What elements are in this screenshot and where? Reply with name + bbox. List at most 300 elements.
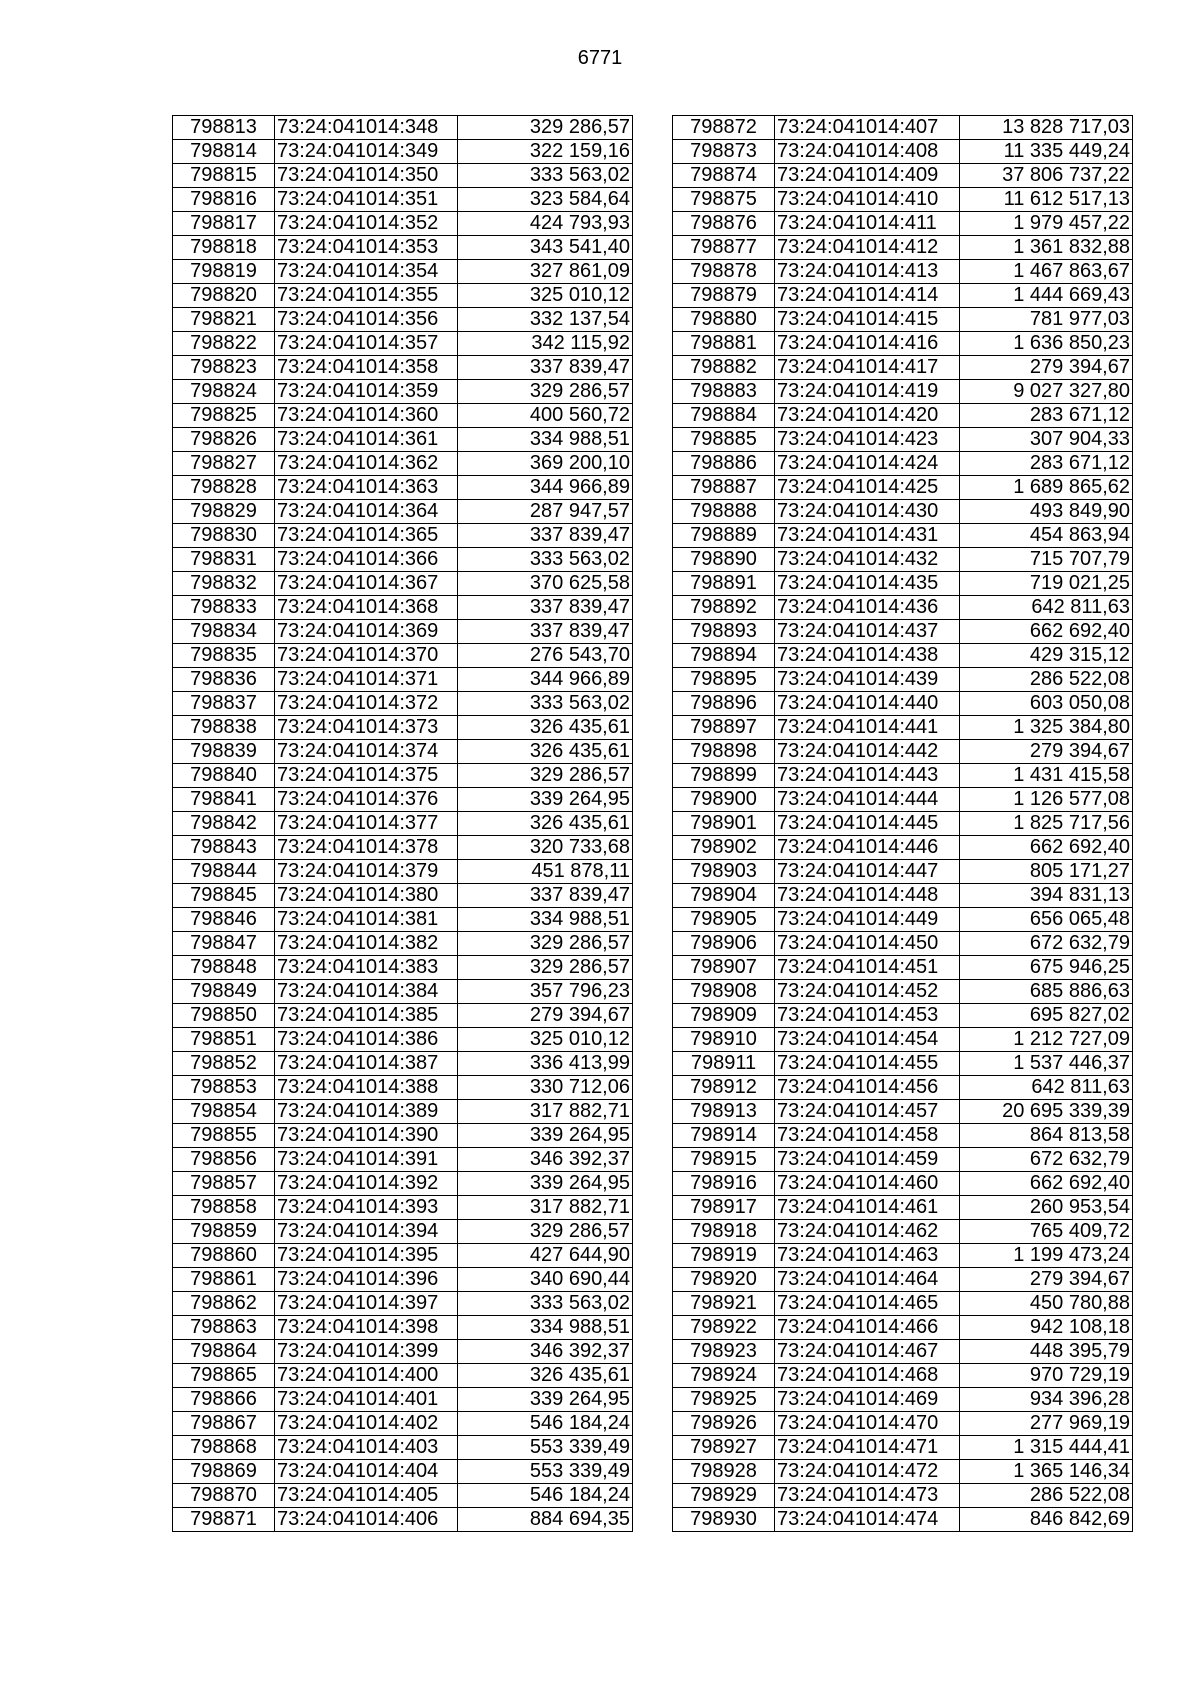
cadastral-number-cell: 73:24:041014:471 (775, 1436, 960, 1460)
table-row (673, 1028, 1133, 1052)
table-row (173, 860, 633, 884)
cadastral-value-cell: 427 644,90 (458, 1244, 633, 1268)
record-number-cell: 798923 (673, 1340, 775, 1364)
cadastral-value-cell: 326 435,61 (458, 740, 633, 764)
table-row (173, 188, 633, 212)
record-number-cell: 798927 (673, 1436, 775, 1460)
table-row (673, 1268, 1133, 1292)
record-number-cell: 798869 (173, 1460, 275, 1484)
cadastral-value-cell: 695 827,02 (960, 1004, 1133, 1028)
record-number-cell: 798875 (673, 188, 775, 212)
cadastral-number-cell: 73:24:041014:396 (275, 1268, 458, 1292)
cadastral-value-cell: 493 849,90 (960, 500, 1133, 524)
cadastral-number-cell: 73:24:041014:378 (275, 836, 458, 860)
table-row (173, 1292, 633, 1316)
cadastral-number-cell: 73:24:041014:371 (275, 668, 458, 692)
table-row (673, 1220, 1133, 1244)
cadastral-number-cell: 73:24:041014:403 (275, 1436, 458, 1460)
table-row (673, 980, 1133, 1004)
cadastral-number-cell: 73:24:041014:432 (775, 548, 960, 572)
cadastral-value-cell: 329 286,57 (458, 380, 633, 404)
cadastral-value-cell: 333 563,02 (458, 1292, 633, 1316)
record-number-cell: 798921 (673, 1292, 775, 1316)
cadastral-number-cell: 73:24:041014:362 (275, 452, 458, 476)
cadastral-number-cell: 73:24:041014:430 (775, 500, 960, 524)
cadastral-value-cell: 884 694,35 (458, 1508, 633, 1532)
record-number-cell: 798881 (673, 332, 775, 356)
cadastral-value-cell: 344 966,89 (458, 476, 633, 500)
table-row (173, 812, 633, 836)
cadastral-number-cell: 73:24:041014:469 (775, 1388, 960, 1412)
record-number-cell: 798824 (173, 380, 275, 404)
table-row (673, 1412, 1133, 1436)
table-row (173, 764, 633, 788)
record-number-cell: 798820 (173, 284, 275, 308)
table-row (673, 1052, 1133, 1076)
record-number-cell: 798842 (173, 812, 275, 836)
cadastral-value-cell: 323 584,64 (458, 188, 633, 212)
record-number-cell: 798888 (673, 500, 775, 524)
record-number-cell: 798839 (173, 740, 275, 764)
table-row (673, 1292, 1133, 1316)
cadastral-number-cell: 73:24:041014:459 (775, 1148, 960, 1172)
cadastral-value-cell: 942 108,18 (960, 1316, 1133, 1340)
record-number-cell: 798847 (173, 932, 275, 956)
record-number-cell: 798904 (673, 884, 775, 908)
table-row (673, 1508, 1133, 1532)
cadastral-value-cell: 553 339,49 (458, 1436, 633, 1460)
record-number-cell: 798900 (673, 788, 775, 812)
table-row (673, 260, 1133, 284)
table-row (673, 884, 1133, 908)
cadastral-value-cell: 1 431 415,58 (960, 764, 1133, 788)
record-number-cell: 798840 (173, 764, 275, 788)
record-number-cell: 798907 (673, 956, 775, 980)
cadastral-value-cell: 662 692,40 (960, 1172, 1133, 1196)
record-number-cell: 798885 (673, 428, 775, 452)
cadastral-number-cell: 73:24:041014:456 (775, 1076, 960, 1100)
record-number-cell: 798913 (673, 1100, 775, 1124)
cadastral-value-cell: 329 286,57 (458, 116, 633, 140)
record-number-cell: 798845 (173, 884, 275, 908)
record-number-cell: 798830 (173, 524, 275, 548)
cadastral-value-cell: 672 632,79 (960, 1148, 1133, 1172)
cadastral-value-cell: 339 264,95 (458, 1124, 633, 1148)
table-row (673, 284, 1133, 308)
table-row (673, 1340, 1133, 1364)
record-number-cell: 798815 (173, 164, 275, 188)
cadastral-value-cell: 329 286,57 (458, 956, 633, 980)
cadastral-value-cell: 334 988,51 (458, 1316, 633, 1340)
record-number-cell: 798887 (673, 476, 775, 500)
record-number-cell: 798821 (173, 308, 275, 332)
cadastral-number-cell: 73:24:041014:406 (275, 1508, 458, 1532)
cadastral-value-cell: 322 159,16 (458, 140, 633, 164)
record-number-cell: 798928 (673, 1460, 775, 1484)
cadastral-number-cell: 73:24:041014:463 (775, 1244, 960, 1268)
table-row (673, 1460, 1133, 1484)
cadastral-number-cell: 73:24:041014:360 (275, 404, 458, 428)
cadastral-value-cell: 37 806 737,22 (960, 164, 1133, 188)
cadastral-number-cell: 73:24:041014:457 (775, 1100, 960, 1124)
record-number-cell: 798908 (673, 980, 775, 1004)
cadastral-number-cell: 73:24:041014:353 (275, 236, 458, 260)
table-row (173, 1436, 633, 1460)
cadastral-value-cell: 1 315 444,41 (960, 1436, 1133, 1460)
cadastral-number-cell: 73:24:041014:437 (775, 620, 960, 644)
cadastral-value-cell: 342 115,92 (458, 332, 633, 356)
cadastral-number-cell: 73:24:041014:419 (775, 380, 960, 404)
table-row (173, 1172, 633, 1196)
table-row (673, 164, 1133, 188)
record-number-cell: 798857 (173, 1172, 275, 1196)
cadastral-value-cell: 715 707,79 (960, 548, 1133, 572)
table-row (673, 188, 1133, 212)
record-number-cell: 798816 (173, 188, 275, 212)
record-number-cell: 798852 (173, 1052, 275, 1076)
cadastral-value-cell: 346 392,37 (458, 1148, 633, 1172)
record-number-cell: 798905 (673, 908, 775, 932)
cadastral-value-cell: 369 200,10 (458, 452, 633, 476)
table-row (173, 1364, 633, 1388)
table-row (173, 1316, 633, 1340)
record-number-cell: 798912 (673, 1076, 775, 1100)
cadastral-number-cell: 73:24:041014:414 (775, 284, 960, 308)
cadastral-number-cell: 73:24:041014:386 (275, 1028, 458, 1052)
cadastral-number-cell: 73:24:041014:410 (775, 188, 960, 212)
record-number-cell: 798853 (173, 1076, 275, 1100)
table-row (673, 1196, 1133, 1220)
cadastral-value-cell: 1 126 577,08 (960, 788, 1133, 812)
cadastral-number-cell: 73:24:041014:382 (275, 932, 458, 956)
table-row (173, 788, 633, 812)
record-number-cell: 798926 (673, 1412, 775, 1436)
record-number-cell: 798826 (173, 428, 275, 452)
record-number-cell: 798866 (173, 1388, 275, 1412)
record-number-cell: 798833 (173, 596, 275, 620)
cadastral-number-cell: 73:24:041014:439 (775, 668, 960, 692)
record-number-cell: 798897 (673, 716, 775, 740)
cadastral-value-cell: 320 733,68 (458, 836, 633, 860)
cadastral-number-cell: 73:24:041014:351 (275, 188, 458, 212)
cadastral-number-cell: 73:24:041014:446 (775, 836, 960, 860)
table-row (673, 356, 1133, 380)
cadastral-value-cell: 846 842,69 (960, 1508, 1133, 1532)
record-number-cell: 798862 (173, 1292, 275, 1316)
table-row (173, 716, 633, 740)
table-row (673, 1148, 1133, 1172)
cadastral-value-cell: 330 712,06 (458, 1076, 633, 1100)
cadastral-number-cell: 73:24:041014:390 (275, 1124, 458, 1148)
table-row (173, 524, 633, 548)
record-number-cell: 798832 (173, 572, 275, 596)
record-number-cell: 798903 (673, 860, 775, 884)
record-number-cell: 798844 (173, 860, 275, 884)
cadastral-value-cell: 429 315,12 (960, 644, 1133, 668)
record-number-cell: 798915 (673, 1148, 775, 1172)
table-row (673, 836, 1133, 860)
cadastral-number-cell: 73:24:041014:444 (775, 788, 960, 812)
cadastral-value-cell: 642 811,63 (960, 596, 1133, 620)
cadastral-value-cell: 333 563,02 (458, 548, 633, 572)
cadastral-number-cell: 73:24:041014:388 (275, 1076, 458, 1100)
cadastral-number-cell: 73:24:041014:359 (275, 380, 458, 404)
table-row (173, 1412, 633, 1436)
cadastral-value-cell: 336 413,99 (458, 1052, 633, 1076)
cadastral-value-cell: 1 467 863,67 (960, 260, 1133, 284)
cadastral-number-cell: 73:24:041014:395 (275, 1244, 458, 1268)
cadastral-number-cell: 73:24:041014:442 (775, 740, 960, 764)
cadastral-number-cell: 73:24:041014:363 (275, 476, 458, 500)
cadastral-number-cell: 73:24:041014:448 (775, 884, 960, 908)
cadastral-number-cell: 73:24:041014:405 (275, 1484, 458, 1508)
table-row (673, 404, 1133, 428)
record-number-cell: 798817 (173, 212, 275, 236)
record-number-cell: 798894 (673, 644, 775, 668)
cadastral-value-cell: 329 286,57 (458, 932, 633, 956)
cadastral-number-cell: 73:24:041014:451 (775, 956, 960, 980)
cadastral-number-cell: 73:24:041014:364 (275, 500, 458, 524)
cadastral-value-cell: 424 793,93 (458, 212, 633, 236)
cadastral-number-cell: 73:24:041014:470 (775, 1412, 960, 1436)
cadastral-value-cell: 546 184,24 (458, 1412, 633, 1436)
cadastral-number-cell: 73:24:041014:397 (275, 1292, 458, 1316)
cadastral-value-cell: 327 861,09 (458, 260, 633, 284)
cadastral-number-cell: 73:24:041014:425 (775, 476, 960, 500)
table-row (173, 1508, 633, 1532)
left-table-body (173, 116, 633, 1532)
cadastral-value-cell: 337 839,47 (458, 356, 633, 380)
table-row (673, 644, 1133, 668)
record-number-cell: 798856 (173, 1148, 275, 1172)
record-number-cell: 798870 (173, 1484, 275, 1508)
table-row (173, 956, 633, 980)
table-row (173, 1340, 633, 1364)
cadastral-value-cell: 370 625,58 (458, 572, 633, 596)
cadastral-number-cell: 73:24:041014:392 (275, 1172, 458, 1196)
table-row (673, 620, 1133, 644)
cadastral-number-cell: 73:24:041014:367 (275, 572, 458, 596)
cadastral-value-cell: 283 671,12 (960, 404, 1133, 428)
cadastral-value-cell: 337 839,47 (458, 884, 633, 908)
cadastral-number-cell: 73:24:041014:435 (775, 572, 960, 596)
table-row (173, 644, 633, 668)
record-number-cell: 798877 (673, 236, 775, 260)
cadastral-value-cell: 1 212 727,09 (960, 1028, 1133, 1052)
cadastral-number-cell: 73:24:041014:417 (775, 356, 960, 380)
cadastral-number-cell: 73:24:041014:413 (775, 260, 960, 284)
record-number-cell: 798846 (173, 908, 275, 932)
cadastral-number-cell: 73:24:041014:370 (275, 644, 458, 668)
cadastral-number-cell: 73:24:041014:368 (275, 596, 458, 620)
record-number-cell: 798914 (673, 1124, 775, 1148)
record-number-cell: 798892 (673, 596, 775, 620)
table-row (173, 380, 633, 404)
cadastral-number-cell: 73:24:041014:352 (275, 212, 458, 236)
table-row (173, 1076, 633, 1100)
cadastral-value-cell: 279 394,67 (960, 740, 1133, 764)
record-number-cell: 798873 (673, 140, 775, 164)
cadastral-value-cell: 279 394,67 (960, 1268, 1133, 1292)
cadastral-value-cell: 1 689 865,62 (960, 476, 1133, 500)
table-row (673, 236, 1133, 260)
left-register-table (172, 115, 633, 1532)
cadastral-value-cell: 329 286,57 (458, 1220, 633, 1244)
cadastral-number-cell: 73:24:041014:383 (275, 956, 458, 980)
table-row (173, 284, 633, 308)
cadastral-value-cell: 685 886,63 (960, 980, 1133, 1004)
cadastral-number-cell: 73:24:041014:455 (775, 1052, 960, 1076)
cadastral-number-cell: 73:24:041014:472 (775, 1460, 960, 1484)
cadastral-number-cell: 73:24:041014:361 (275, 428, 458, 452)
cadastral-value-cell: 325 010,12 (458, 1028, 633, 1052)
record-number-cell: 798850 (173, 1004, 275, 1028)
record-number-cell: 798829 (173, 500, 275, 524)
cadastral-number-cell: 73:24:041014:374 (275, 740, 458, 764)
cadastral-value-cell: 286 522,08 (960, 1484, 1133, 1508)
record-number-cell: 798874 (673, 164, 775, 188)
cadastral-number-cell: 73:24:041014:372 (275, 692, 458, 716)
table-row (673, 308, 1133, 332)
cadastral-value-cell: 337 839,47 (458, 596, 633, 620)
record-number-cell: 798861 (173, 1268, 275, 1292)
table-row (673, 548, 1133, 572)
table-row (173, 1484, 633, 1508)
table-row (673, 332, 1133, 356)
table-row (673, 140, 1133, 164)
record-number-cell: 798930 (673, 1508, 775, 1532)
record-number-cell: 798876 (673, 212, 775, 236)
record-number-cell: 798825 (173, 404, 275, 428)
table-row (173, 548, 633, 572)
cadastral-value-cell: 672 632,79 (960, 932, 1133, 956)
cadastral-value-cell: 286 522,08 (960, 668, 1133, 692)
cadastral-value-cell: 765 409,72 (960, 1220, 1133, 1244)
record-number-cell: 798865 (173, 1364, 275, 1388)
record-number-cell: 798841 (173, 788, 275, 812)
cadastral-value-cell: 1 444 669,43 (960, 284, 1133, 308)
cadastral-number-cell: 73:24:041014:350 (275, 164, 458, 188)
table-row (173, 1052, 633, 1076)
table-row (173, 404, 633, 428)
table-row (173, 740, 633, 764)
table-row (673, 932, 1133, 956)
record-number-cell: 798910 (673, 1028, 775, 1052)
record-number-cell: 798818 (173, 236, 275, 260)
cadastral-number-cell: 73:24:041014:399 (275, 1340, 458, 1364)
record-number-cell: 798849 (173, 980, 275, 1004)
record-number-cell: 798822 (173, 332, 275, 356)
cadastral-value-cell: 343 541,40 (458, 236, 633, 260)
cadastral-number-cell: 73:24:041014:349 (275, 140, 458, 164)
cadastral-value-cell: 642 811,63 (960, 1076, 1133, 1100)
table-row (173, 212, 633, 236)
cadastral-number-cell: 73:24:041014:369 (275, 620, 458, 644)
cadastral-number-cell: 73:24:041014:420 (775, 404, 960, 428)
record-number-cell: 798889 (673, 524, 775, 548)
cadastral-number-cell: 73:24:041014:385 (275, 1004, 458, 1028)
cadastral-value-cell: 450 780,88 (960, 1292, 1133, 1316)
table-row (173, 476, 633, 500)
cadastral-number-cell: 73:24:041014:354 (275, 260, 458, 284)
cadastral-value-cell: 333 563,02 (458, 692, 633, 716)
cadastral-number-cell: 73:24:041014:401 (275, 1388, 458, 1412)
cadastral-number-cell: 73:24:041014:423 (775, 428, 960, 452)
cadastral-value-cell: 276 543,70 (458, 644, 633, 668)
table-row (173, 836, 633, 860)
table-row (673, 788, 1133, 812)
table-row (173, 116, 633, 140)
record-number-cell: 798835 (173, 644, 275, 668)
record-number-cell: 798920 (673, 1268, 775, 1292)
table-row (173, 596, 633, 620)
cadastral-number-cell: 73:24:041014:436 (775, 596, 960, 620)
cadastral-value-cell: 864 813,58 (960, 1124, 1133, 1148)
record-number-cell: 798902 (673, 836, 775, 860)
cadastral-number-cell: 73:24:041014:424 (775, 452, 960, 476)
cadastral-value-cell: 454 863,94 (960, 524, 1133, 548)
table-row (173, 140, 633, 164)
cadastral-number-cell: 73:24:041014:409 (775, 164, 960, 188)
cadastral-value-cell: 603 050,08 (960, 692, 1133, 716)
cadastral-number-cell: 73:24:041014:404 (275, 1460, 458, 1484)
table-row (173, 164, 633, 188)
cadastral-number-cell: 73:24:041014:400 (275, 1364, 458, 1388)
record-number-cell: 798854 (173, 1100, 275, 1124)
cadastral-number-cell: 73:24:041014:465 (775, 1292, 960, 1316)
table-row (173, 1244, 633, 1268)
cadastral-value-cell: 805 171,27 (960, 860, 1133, 884)
record-number-cell: 798893 (673, 620, 775, 644)
cadastral-value-cell: 934 396,28 (960, 1388, 1133, 1412)
table-row (673, 860, 1133, 884)
record-number-cell: 798895 (673, 668, 775, 692)
record-number-cell: 798919 (673, 1244, 775, 1268)
table-row (173, 1100, 633, 1124)
cadastral-number-cell: 73:24:041014:365 (275, 524, 458, 548)
record-number-cell: 798917 (673, 1196, 775, 1220)
table-row (173, 356, 633, 380)
cadastral-number-cell: 73:24:041014:387 (275, 1052, 458, 1076)
cadastral-value-cell: 339 264,95 (458, 1388, 633, 1412)
record-number-cell: 798838 (173, 716, 275, 740)
record-number-cell: 798880 (673, 308, 775, 332)
table-row (173, 236, 633, 260)
cadastral-value-cell: 339 264,95 (458, 1172, 633, 1196)
record-number-cell: 798814 (173, 140, 275, 164)
table-row (673, 1436, 1133, 1460)
table-row (173, 308, 633, 332)
cadastral-number-cell: 73:24:041014:412 (775, 236, 960, 260)
cadastral-number-cell: 73:24:041014:384 (275, 980, 458, 1004)
cadastral-number-cell: 73:24:041014:454 (775, 1028, 960, 1052)
record-number-cell: 798924 (673, 1364, 775, 1388)
table-row (173, 1388, 633, 1412)
table-row (673, 1172, 1133, 1196)
record-number-cell: 798863 (173, 1316, 275, 1340)
cadastral-value-cell: 332 137,54 (458, 308, 633, 332)
record-number-cell: 798884 (673, 404, 775, 428)
cadastral-value-cell: 337 839,47 (458, 620, 633, 644)
cadastral-value-cell: 1 325 384,80 (960, 716, 1133, 740)
cadastral-number-cell: 73:24:041014:464 (775, 1268, 960, 1292)
cadastral-value-cell: 333 563,02 (458, 164, 633, 188)
record-number-cell: 798896 (673, 692, 775, 716)
table-row (173, 692, 633, 716)
cadastral-value-cell: 357 796,23 (458, 980, 633, 1004)
cadastral-number-cell: 73:24:041014:440 (775, 692, 960, 716)
cadastral-value-cell: 1 365 146,34 (960, 1460, 1133, 1484)
